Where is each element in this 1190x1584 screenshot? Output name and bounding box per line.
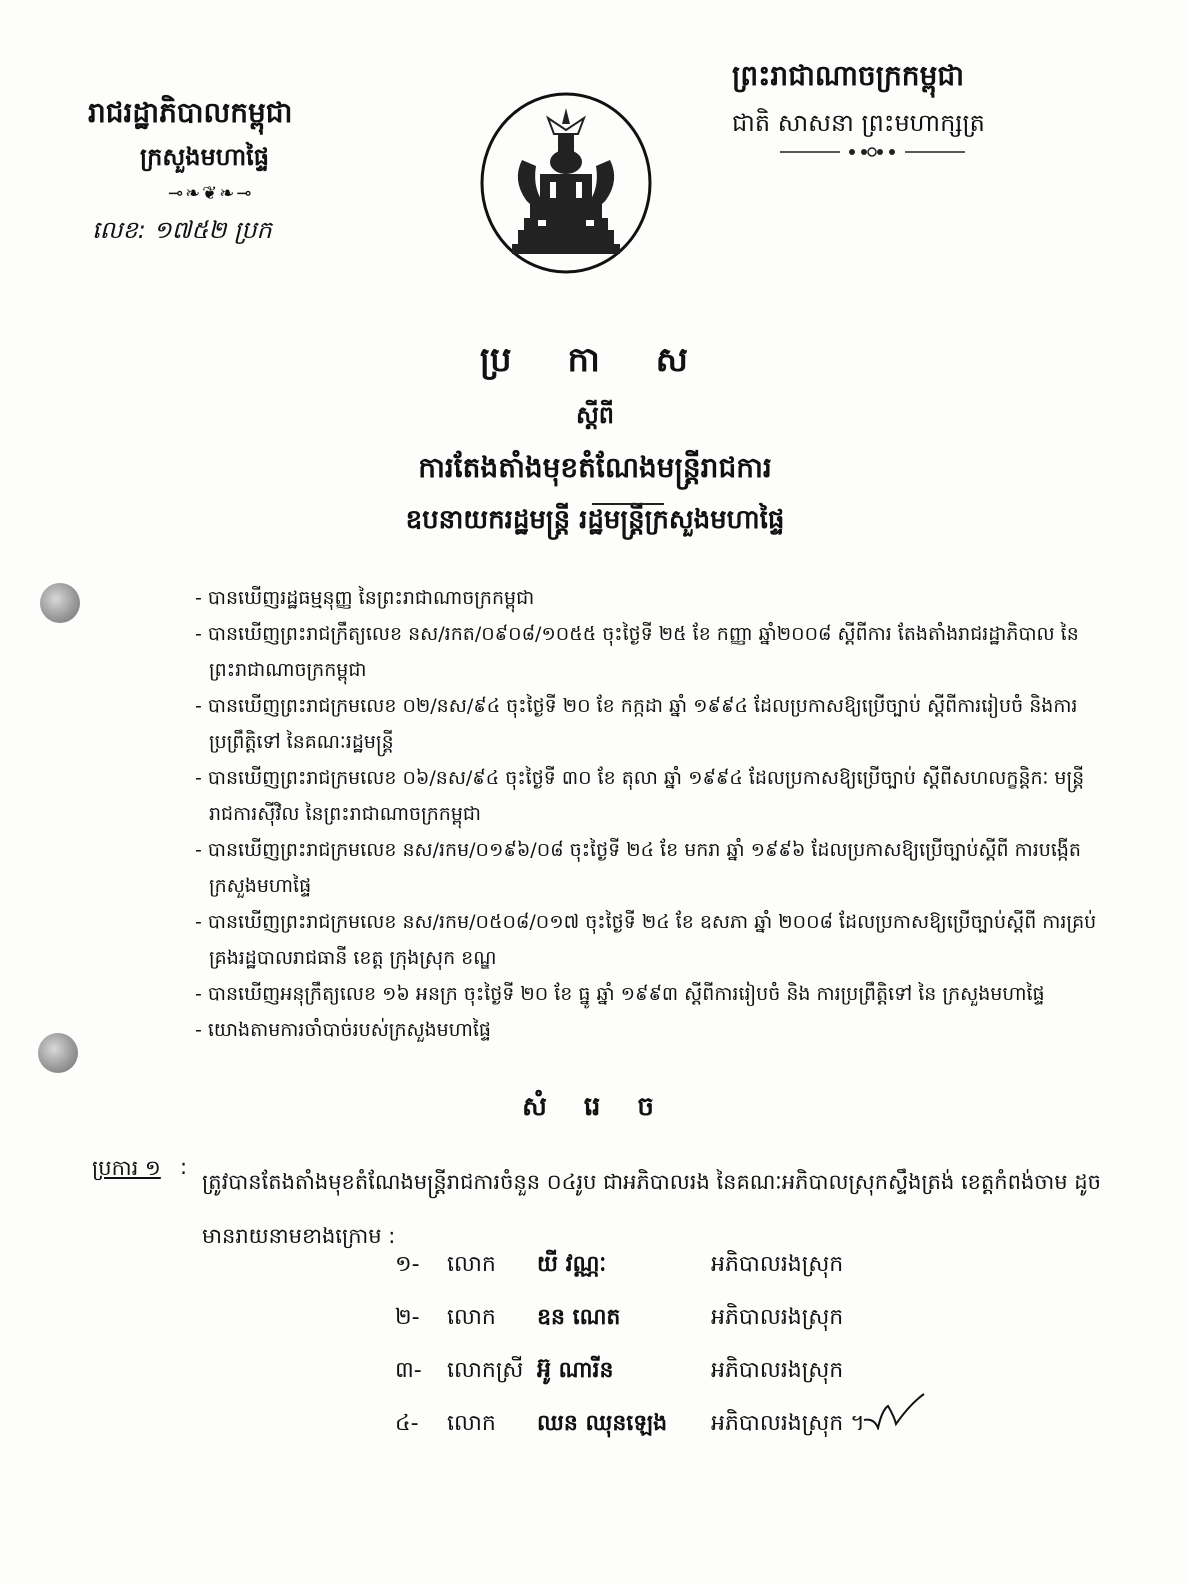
article-colon: : [180, 1155, 188, 1179]
ornament-divider-right [780, 145, 965, 159]
appointee-name: ឧន ណេត [537, 1305, 621, 1330]
national-motto: ជាតិ សាសនា ព្រះមហាក្សត្រ [732, 109, 985, 137]
list-item [395, 1303, 955, 1356]
appointee-name: យី វណ្ណៈ [537, 1252, 607, 1277]
preamble-list [195, 580, 1100, 1048]
preamble-item: - បានឃើញព្រះរាជក្រមលេខ នស/រកម/០១៩៦/០៨ ចុះថ្ងៃទី ២៤ ខែ មករា ឆ្នាំ ១៩៩៦ ដែលប្រកាសឱ្យប្រើច្បាប់ស្តីពី ការបង្កើតក្រសួងមហាផ្ទៃ [195, 839, 1081, 897]
kingdom-title: ព្រះរាជាណាចក្រកម្ពុជា [732, 59, 965, 92]
preamble-item: - បានឃើញព្រះរាជក្រឹត្យលេខ នស/រកត/០៩០៨/១០៥៥ ចុះថ្ងៃទី ២៥ ខែ កញ្ញា ឆ្នាំ២០០៨ ស្តីពីការ តែងតាំងរាជរដ្ឋាភិបាល នៃព្រះរាជាណាចក្រកម្ពុជា [195, 623, 1079, 681]
preamble-item: - បានឃើញអនុក្រឹត្យលេខ ១៦ អនក្រ ចុះថ្ងៃទី ២០ ខែ ធ្នូ ឆ្នាំ ១៩៩៣ ស្តីពីការរៀបចំ និង ការប្រព្រឹត្តិទៅ នៃ ក្រសួងមហាផ្ទៃ [195, 983, 1045, 1005]
appointee-role: អភិបាលរងស្រុក ។ [711, 1411, 865, 1436]
appointee-role: អភិបាលរងស្រុក [711, 1305, 844, 1330]
appointee-number: ៣- [395, 1358, 422, 1383]
appointee-title: លោក [447, 1411, 496, 1436]
appointee-name: អ៊ូ ណារីន [537, 1358, 614, 1383]
appointee-number: ៤- [395, 1411, 419, 1436]
signer-underline [592, 503, 664, 505]
appointee-list [395, 1250, 955, 1462]
ornament-divider-left: ⊸❧❦❧⊸ [168, 183, 254, 204]
document-signer: ឧបនាយករដ្ឋមន្ត្រី រដ្ឋមន្ត្រីក្រសួងមហាផ្ទៃ [405, 505, 785, 535]
document-subject: ការតែងតាំងមុខតំណែងមន្ត្រីរាជការ [418, 451, 772, 484]
appointee-name: ឈន ឈុនឡេង [537, 1411, 668, 1436]
preamble-item: - បានឃើញរដ្ឋធម្មនុញ្ញ នៃព្រះរាជាណាចក្រកម្ពុជា [195, 587, 535, 609]
handwritten-initial-mark [860, 1390, 930, 1430]
document-type: ប្រ កា ស [479, 340, 711, 380]
appointee-role: អភិបាលរងស្រុក [711, 1252, 844, 1277]
punch-hole [40, 583, 80, 623]
government-title: រាជរដ្ឋាភិបាលកម្ពុជា [88, 96, 293, 129]
appointee-number: ១- [395, 1252, 420, 1277]
decision-heading: សំ រេ ច [522, 1092, 668, 1122]
ministry-title: ក្រសួងមហាផ្ទៃ [140, 143, 270, 171]
article-text: ត្រូវបានតែងតាំងមុខតំណែងមន្ត្រីរាជការចំនួន ០៤រូប ជាអភិបាលរង នៃគណៈអភិបាលស្រុកស្ទឹងត្រង់ ខេត្តកំពង់ចាម ដូចមានរាយនាមខាងក្រោម : [202, 1170, 1101, 1248]
preamble-item: - បានឃើញព្រះរាជក្រមលេខ ០៦/នស/៩៤ ចុះថ្ងៃទី ៣០ ខែ តុលា ឆ្នាំ ១៩៩៤ ដែលប្រកាសឱ្យប្រើច្បាប់ ស្តីពីសហលក្ខន្តិកៈ មន្ត្រី រាជការស៊ីវិល នៃព្រះរាជាណាចក្រកម្ពុជា [195, 767, 1085, 825]
preamble-item: - បានឃើញព្រះរាជក្រមលេខ នស/រកម/០៥០៨/០១៧ ចុះថ្ងៃទី ២៤ ខែ ឧសភា ឆ្នាំ ២០០៨ ដែលប្រកាសឱ្យប្រើច្បាប់ស្តីពី ការគ្រប់គ្រងរដ្ឋបាលរាជធានី ខេត្ត ក្រុងស្រុក ខណ្ឌ [195, 911, 1097, 969]
appointee-number: ២- [395, 1305, 420, 1330]
preamble-item: - យោងតាមការចាំបាច់របស់ក្រសួងមហាផ្ទៃ [195, 1019, 491, 1041]
article-label: ប្រការ ១ [92, 1156, 161, 1180]
preamble-item: - បានឃើញព្រះរាជក្រមលេខ ០២/នស/៩៤ ចុះថ្ងៃទី ២០ ខែ កក្កដា ឆ្នាំ ១៩៩៤ ដែលប្រកាសឱ្យប្រើច្បាប់ ស្តីពីការរៀបចំ និងការប្រព្រឹត្តិទៅ នៃគណៈរដ្ឋមន្ត្រី [195, 695, 1078, 753]
list-item [395, 1250, 955, 1303]
appointee-role: អភិបាលរងស្រុក [711, 1358, 844, 1383]
document-about: ស្តីពី [575, 401, 615, 429]
appointee-title: លោក [447, 1305, 496, 1330]
appointee-title: លោកស្រី [447, 1358, 524, 1383]
reference-number: លេខ: ១៧៥២ ប្រក [92, 216, 272, 244]
royal-emblem-icon [478, 90, 654, 276]
punch-hole [38, 1033, 78, 1073]
appointee-title: លោក [447, 1252, 496, 1277]
